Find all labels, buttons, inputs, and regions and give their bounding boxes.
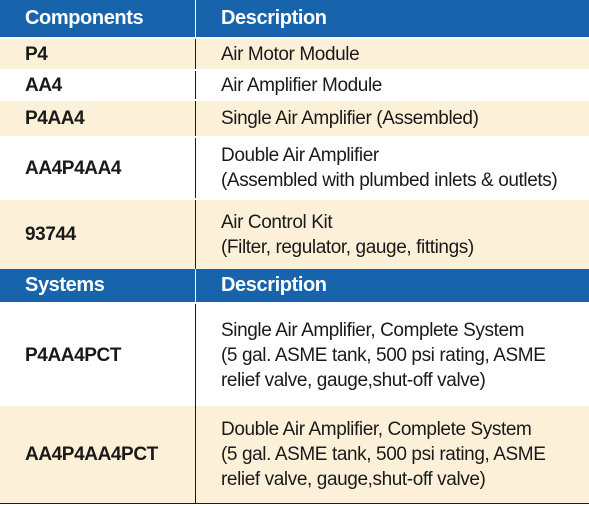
component-description	[196, 200, 589, 269]
component-description	[196, 101, 589, 136]
components-header-row	[0, 0, 589, 39]
component-name: 93744	[0, 200, 196, 269]
description-line: (5 gal. ASME tank, 500 psi rating, ASME	[221, 344, 546, 366]
description-line: Single Air Amplifier (Assembled)	[221, 108, 479, 129]
description-line: Air Motor Module	[221, 43, 360, 65]
component-description	[196, 39, 589, 69]
description-line: (5 gal. ASME tank, 500 psi rating, ASME	[221, 444, 546, 465]
component-name: AA4	[0, 71, 196, 99]
system-name: AA4P4AA4PCT	[0, 406, 196, 503]
system-description	[196, 406, 589, 503]
component-name: P4AA4	[0, 101, 196, 136]
component-description	[196, 71, 589, 99]
description-line: (Assembled with plumbed inlets & outlets)	[221, 170, 558, 191]
components-header: Components	[0, 0, 196, 37]
table-row	[0, 101, 589, 138]
description-line: Air Amplifier Module	[221, 74, 382, 96]
description-line: (Filter, regulator, gauge, fittings)	[221, 236, 474, 258]
component-name: AA4P4AA4	[0, 138, 196, 198]
table-row	[0, 138, 589, 200]
table-row	[0, 71, 589, 101]
description-line: relief valve, gauge,shut-off valve)	[221, 469, 486, 490]
system-description	[196, 304, 589, 406]
component-name: P4	[0, 39, 196, 69]
systems-header-row	[0, 269, 589, 304]
description-line: Double Air Amplifier, Complete System	[221, 419, 532, 440]
description-line: Single Air Amplifier, Complete System	[221, 319, 525, 341]
systems-description-header: Description	[221, 274, 327, 296]
systems-header: Systems	[0, 269, 196, 302]
description-line: Double Air Amplifier	[221, 145, 379, 166]
description-line: Air Control Kit	[221, 211, 333, 233]
description-line: relief valve, gauge,shut-off valve)	[221, 369, 486, 391]
table-row	[0, 39, 589, 71]
table-row	[0, 304, 589, 406]
table-row	[0, 406, 589, 504]
table-row	[0, 200, 589, 269]
component-description	[196, 138, 589, 198]
components-description-header: Description	[221, 7, 327, 29]
system-name: P4AA4PCT	[0, 304, 196, 406]
